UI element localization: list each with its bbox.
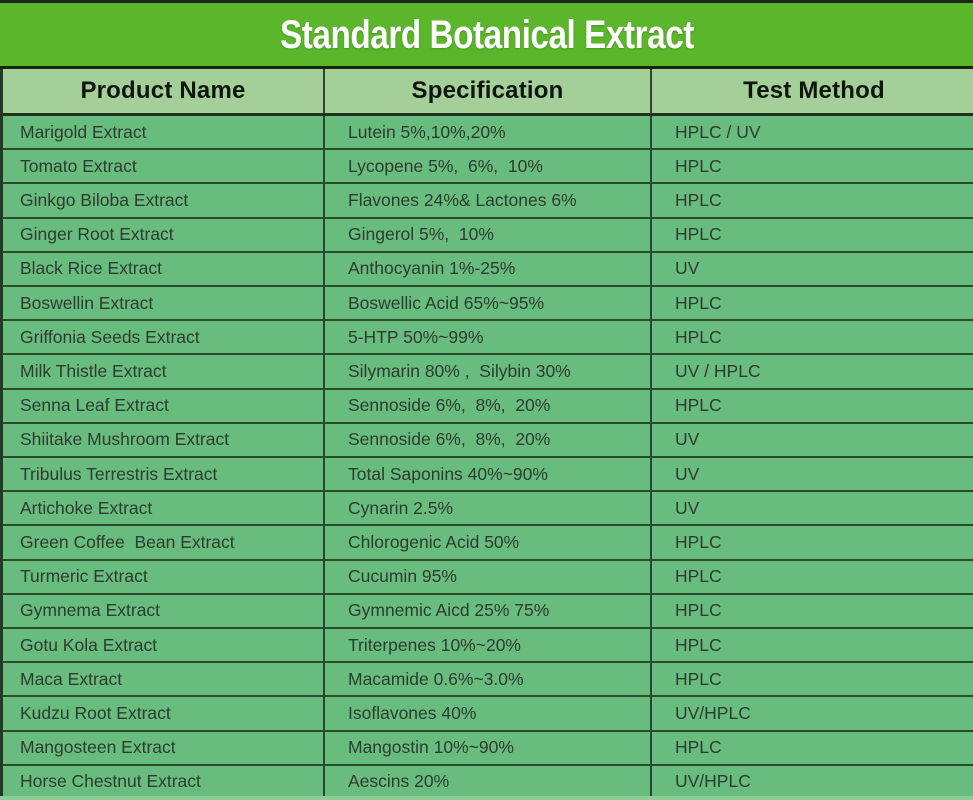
specification-cell: Sennoside 6%, 8%, 20% [323,390,650,422]
specification-cell: Total Saponins 40%~90% [323,458,650,490]
title-bar [0,0,973,69]
product-name-cell: Gotu Kola Extract [20,634,158,655]
column-header-specification: Specification [323,69,650,113]
product-name-cell: Kudzu Root Extract [20,702,171,723]
product-name-cell: Griffonia Seeds Extract [20,326,200,347]
specification-cell: Silymarin 80% , Silybin 30% [323,355,650,387]
product-name-cell: Ginkgo Biloba Extract [20,189,189,210]
test-method-cell: HPLC [650,732,973,764]
table-row [3,732,973,766]
product-name-cell: Senna Leaf Extract [20,395,169,416]
test-method-cell: HPLC [650,526,973,558]
test-method-cell: HPLC [650,219,973,251]
test-method-cell: UV/HPLC [650,766,973,798]
specification-cell: Lycopene 5%, 6%, 10% [323,150,650,182]
table-row [3,321,973,355]
specification-cell: Cynarin 2.5% [323,492,650,524]
product-name-cell: Maca Extract [20,668,123,689]
table-row [3,253,973,287]
product-name-cell: Turmeric Extract [20,566,148,587]
table-body [0,116,973,800]
test-method-cell: UV [650,253,973,285]
product-name-cell: Tomato Extract [20,155,137,176]
table-row [3,766,973,800]
product-name-cell: Green Coffee Bean Extract [20,531,235,552]
specification-cell: Sennoside 6%, 8%, 20% [323,424,650,456]
column-header-test-method: Test Method [650,69,973,113]
test-method-cell: UV [650,492,973,524]
product-name-cell: Gymnema Extract [20,600,161,621]
test-method-cell: HPLC / UV [650,116,973,148]
bottom-edge-strip [0,796,973,800]
table-row [3,458,973,492]
specification-cell: Cucumin 95% [323,561,650,593]
test-method-cell: UV [650,424,973,456]
product-name-cell: Black Rice Extract [20,258,162,279]
specification-cell: Boswellic Acid 65%~95% [323,287,650,319]
table-row [3,424,973,458]
table-row [3,663,973,697]
product-name-cell: Tribulus Terrestris Extract [20,463,218,484]
specification-cell: Aescins 20% [323,766,650,798]
test-method-cell: HPLC [650,561,973,593]
test-method-cell: HPLC [650,287,973,319]
product-name-cell: Shiitake Mushroom Extract [20,429,230,450]
table-row [3,629,973,663]
test-method-cell: HPLC [650,595,973,627]
specification-cell: Gingerol 5%, 10% [323,219,650,251]
specification-cell: Flavones 24%& Lactones 6% [323,184,650,216]
table-row [3,526,973,560]
table-row [3,561,973,595]
product-name-cell: Marigold Extract [20,121,147,142]
test-method-cell: HPLC [650,150,973,182]
table-header-row [0,69,973,116]
table-row [3,492,973,526]
table-row [3,150,973,184]
test-method-cell: UV [650,458,973,490]
column-header-product-name: Product Name [80,77,246,104]
specification-cell: Lutein 5%,10%,20% [323,116,650,148]
specification-cell: Mangostin 10%~90% [323,732,650,764]
specification-cell: Gymnemic Aicd 25% 75% [323,595,650,627]
product-name-cell: Milk Thistle Extract [20,360,167,381]
test-method-cell: HPLC [650,663,973,695]
table-row [3,355,973,389]
product-name-cell: Artichoke Extract [20,497,153,518]
specification-cell: Chlorogenic Acid 50% [323,526,650,558]
test-method-cell: HPLC [650,321,973,353]
page-title: Standard Botanical Extract [279,11,694,57]
test-method-cell: UV / HPLC [650,355,973,387]
specification-cell: Anthocyanin 1%-25% [323,253,650,285]
table-row [3,184,973,218]
table-row [3,595,973,629]
specification-cell: Triterpenes 10%~20% [323,629,650,661]
test-method-cell: HPLC [650,629,973,661]
table-row [3,697,973,731]
product-name-cell: Horse Chestnut Extract [20,771,201,792]
table-row [3,219,973,253]
test-method-cell: HPLC [650,184,973,216]
table-row [3,287,973,321]
specification-cell: 5-HTP 50%~99% [323,321,650,353]
specification-cell: Isoflavones 40% [323,697,650,729]
test-method-cell: HPLC [650,390,973,422]
table-row [3,390,973,424]
table-row [3,116,973,150]
product-name-cell: Boswellin Extract [20,292,154,313]
product-name-cell: Ginger Root Extract [20,224,174,245]
test-method-cell: UV/HPLC [650,697,973,729]
product-name-cell: Mangosteen Extract [20,737,176,758]
specification-cell: Macamide 0.6%~3.0% [323,663,650,695]
